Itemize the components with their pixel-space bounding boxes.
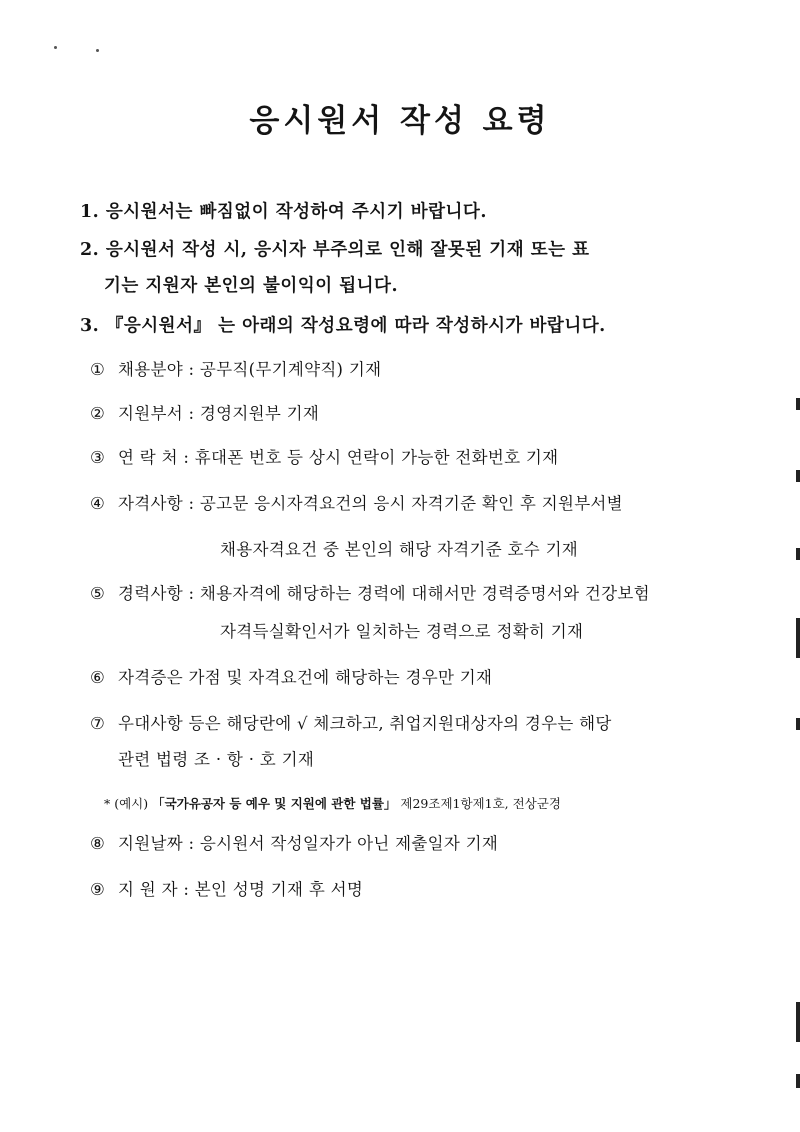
item-text: 자격증은 가점 및 자격요건에 해당하는 경우만 기재 xyxy=(118,668,493,687)
item-text: 경력사항 : 채용자격에 해당하는 경력에 대해서만 경력증명서와 건강보험 xyxy=(118,584,650,603)
item-number: ② xyxy=(90,404,106,423)
instruction-2-continuation: 기는 지원자 본인의 불이익이 됩니다. xyxy=(104,276,399,296)
item-number: ⑧ xyxy=(90,834,106,853)
scan-edge-mark xyxy=(796,1002,800,1042)
item-number: ① xyxy=(90,360,106,379)
item-text: 지원부서 : 경영지원부 기재 xyxy=(118,404,320,423)
scan-artifact-dot xyxy=(96,49,99,52)
item-text: 자격사항 : 공고문 응시자격요건의 응시 자격기준 확인 후 지원부서별 xyxy=(118,494,623,513)
item-text: 지 원 자 : 본인 성명 기재 후 서명 xyxy=(118,880,364,899)
item-1 xyxy=(90,356,381,380)
item-4-continuation: 채용자격요건 중 본인의 해당 자격기준 호수 기재 xyxy=(220,540,579,559)
instruction-1: 1. 응시원서는 빠짐없이 작성하여 주시기 바랍니다. xyxy=(80,202,487,222)
item-number: ④ xyxy=(90,494,106,513)
item-text: 연 락 처 : 휴대폰 번호 등 상시 연락이 가능한 전화번호 기재 xyxy=(118,448,559,467)
item-9 xyxy=(90,876,363,900)
example-note xyxy=(104,794,561,812)
item-2 xyxy=(90,400,319,424)
example-prefix: * (예시) xyxy=(104,796,153,811)
scan-edge-mark xyxy=(796,398,800,410)
item-number: ③ xyxy=(90,448,106,467)
item-5-continuation: 자격득실확인서가 일치하는 경력으로 정확히 기재 xyxy=(220,622,584,641)
example-law-name: 「국가유공자 등 예우 및 지원에 관한 법률」 xyxy=(152,796,397,811)
item-6 xyxy=(90,664,492,688)
item-7-continuation: 관련 법령 조 · 항 · 호 기재 xyxy=(118,750,315,769)
scan-edge-mark xyxy=(796,618,800,658)
item-text: 우대사항 등은 해당란에 √ 체크하고, 취업지원대상자의 경우는 해당 xyxy=(118,714,612,733)
instruction-3: 3. 『응시원서』 는 아래의 작성요령에 따라 작성하시가 바랍니다. xyxy=(80,316,606,336)
scan-edge-mark xyxy=(796,718,800,730)
item-number: ⑨ xyxy=(90,880,106,899)
scan-artifact-dot xyxy=(54,46,57,49)
item-4 xyxy=(90,490,623,514)
page-title: 응시원서 작성 요령 xyxy=(249,103,551,139)
item-7 xyxy=(90,710,612,734)
scan-edge-mark xyxy=(796,548,800,560)
scan-edge-mark xyxy=(796,470,800,482)
item-3 xyxy=(90,444,558,468)
item-text: 지원날짜 : 응시원서 작성일자가 아닌 제출일자 기재 xyxy=(118,834,499,853)
item-5 xyxy=(90,580,650,604)
item-number: ⑤ xyxy=(90,584,106,603)
instruction-2: 2. 응시원서 작성 시, 응시자 부주의로 인해 잘못된 기재 또는 표 xyxy=(80,240,590,260)
example-suffix: 제29조제1항제1호, 전상군경 xyxy=(396,796,561,811)
item-number: ⑥ xyxy=(90,668,106,687)
item-text: 채용분야 : 공무직(무기계약직) 기재 xyxy=(118,360,382,379)
item-number: ⑦ xyxy=(90,714,106,733)
scan-edge-mark xyxy=(796,1074,800,1088)
item-8 xyxy=(90,830,498,854)
